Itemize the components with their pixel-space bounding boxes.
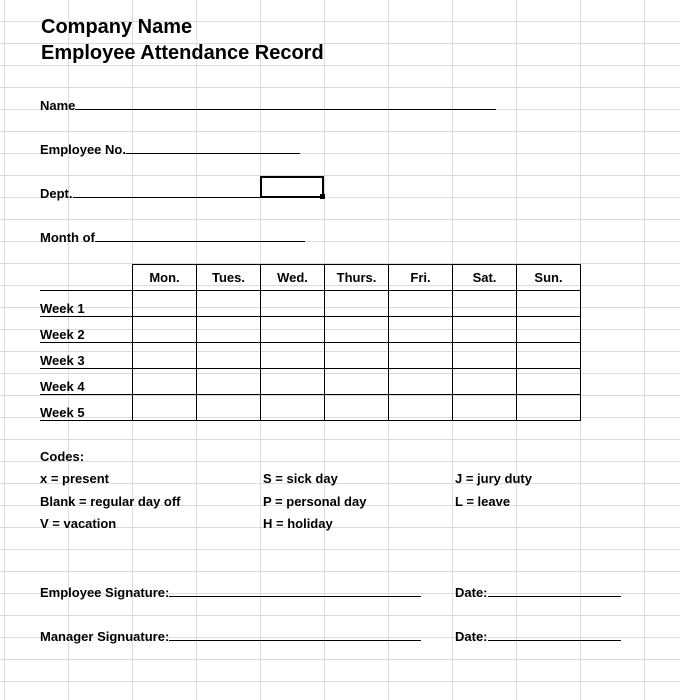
manager-signature-label: Manager Signuature: bbox=[40, 629, 170, 644]
week-label: Week 3 bbox=[40, 353, 85, 368]
manager-date-field[interactable] bbox=[455, 626, 621, 644]
day-header: Thurs. bbox=[325, 265, 389, 291]
code-item: Blank = regular day off bbox=[40, 494, 181, 509]
attendance-cell[interactable] bbox=[325, 395, 389, 421]
row-divider bbox=[40, 420, 132, 421]
attendance-cell[interactable] bbox=[517, 317, 581, 343]
attendance-cell[interactable] bbox=[261, 317, 325, 343]
employee-date-line bbox=[488, 582, 621, 597]
attendance-cell[interactable] bbox=[325, 291, 389, 317]
code-item: H = holiday bbox=[263, 516, 333, 531]
row-divider bbox=[40, 290, 132, 291]
row-divider bbox=[40, 394, 132, 395]
table-row bbox=[133, 395, 581, 421]
code-item: L = leave bbox=[455, 494, 511, 509]
manager-signature-line bbox=[169, 626, 421, 641]
manager-signature-field[interactable] bbox=[40, 626, 421, 644]
name-label: Name bbox=[40, 98, 76, 113]
attendance-cell[interactable] bbox=[261, 291, 325, 317]
code-item: J = jury duty bbox=[455, 471, 532, 486]
table-row bbox=[133, 317, 581, 343]
employee-signature-field[interactable] bbox=[40, 582, 421, 600]
week-label: Week 2 bbox=[40, 327, 85, 342]
attendance-cell[interactable] bbox=[517, 291, 581, 317]
table-row bbox=[133, 291, 581, 317]
employee-signature-line bbox=[169, 582, 421, 597]
attendance-cell[interactable] bbox=[133, 317, 197, 343]
attendance-cell[interactable] bbox=[133, 395, 197, 421]
attendance-cell[interactable] bbox=[197, 317, 261, 343]
company-name: Company Name bbox=[41, 16, 193, 38]
attendance-cell[interactable] bbox=[389, 317, 453, 343]
attendance-cell[interactable] bbox=[133, 291, 197, 317]
attendance-cell[interactable] bbox=[517, 369, 581, 395]
attendance-cell[interactable] bbox=[197, 395, 261, 421]
manager-date-label: Date: bbox=[455, 629, 488, 644]
table-row bbox=[133, 369, 581, 395]
fill-handle[interactable] bbox=[320, 194, 325, 199]
codes-heading: Codes: bbox=[40, 449, 85, 464]
attendance-cell[interactable] bbox=[453, 317, 517, 343]
table-row bbox=[133, 343, 581, 369]
row-divider bbox=[40, 342, 132, 343]
dept-label: Dept. bbox=[40, 186, 73, 201]
day-header: Mon. bbox=[133, 265, 197, 291]
code-item: x = present bbox=[40, 471, 110, 486]
attendance-cell[interactable] bbox=[133, 369, 197, 395]
attendance-cell[interactable] bbox=[389, 291, 453, 317]
attendance-table bbox=[132, 264, 581, 421]
attendance-cell[interactable] bbox=[453, 369, 517, 395]
code-item: P = personal day bbox=[263, 494, 367, 509]
week-label: Week 5 bbox=[40, 405, 85, 420]
row-divider bbox=[40, 368, 132, 369]
attendance-cell[interactable] bbox=[133, 343, 197, 369]
employee-no-label: Employee No. bbox=[40, 142, 126, 157]
employee-signature-label: Employee Signature: bbox=[40, 585, 170, 600]
employee-no-line bbox=[126, 139, 300, 154]
attendance-cell[interactable] bbox=[197, 291, 261, 317]
month-label: Month of bbox=[40, 230, 95, 245]
attendance-cell[interactable] bbox=[453, 291, 517, 317]
attendance-cell[interactable] bbox=[325, 369, 389, 395]
attendance-cell[interactable] bbox=[517, 343, 581, 369]
table-header-row bbox=[133, 265, 581, 291]
day-header: Fri. bbox=[389, 265, 453, 291]
record-title: Employee Attendance Record bbox=[41, 42, 324, 64]
attendance-cell[interactable] bbox=[261, 343, 325, 369]
code-item: S = sick day bbox=[263, 471, 338, 486]
name-line bbox=[75, 95, 496, 110]
attendance-cell[interactable] bbox=[261, 395, 325, 421]
employee-no-field[interactable] bbox=[40, 139, 300, 157]
manager-date-line bbox=[488, 626, 621, 641]
attendance-cell[interactable] bbox=[389, 343, 453, 369]
attendance-cell[interactable] bbox=[389, 369, 453, 395]
code-item: V = vacation bbox=[40, 516, 117, 531]
employee-date-label: Date: bbox=[455, 585, 488, 600]
attendance-cell[interactable] bbox=[325, 317, 389, 343]
day-header: Wed. bbox=[261, 265, 325, 291]
attendance-cell[interactable] bbox=[197, 369, 261, 395]
attendance-cell[interactable] bbox=[261, 369, 325, 395]
attendance-cell[interactable] bbox=[453, 343, 517, 369]
attendance-cell[interactable] bbox=[453, 395, 517, 421]
month-field[interactable] bbox=[40, 227, 305, 245]
selected-cell[interactable] bbox=[260, 176, 324, 198]
week-label: Week 1 bbox=[40, 301, 85, 316]
month-line bbox=[95, 227, 305, 242]
attendance-cell[interactable] bbox=[197, 343, 261, 369]
employee-date-field[interactable] bbox=[455, 582, 621, 600]
name-field[interactable] bbox=[40, 95, 496, 113]
day-header: Sat. bbox=[453, 265, 517, 291]
attendance-cell[interactable] bbox=[325, 343, 389, 369]
week-label: Week 4 bbox=[40, 379, 85, 394]
row-divider bbox=[40, 316, 132, 317]
attendance-cell[interactable] bbox=[389, 395, 453, 421]
day-header: Tues. bbox=[197, 265, 261, 291]
day-header: Sun. bbox=[517, 265, 581, 291]
attendance-cell[interactable] bbox=[517, 395, 581, 421]
